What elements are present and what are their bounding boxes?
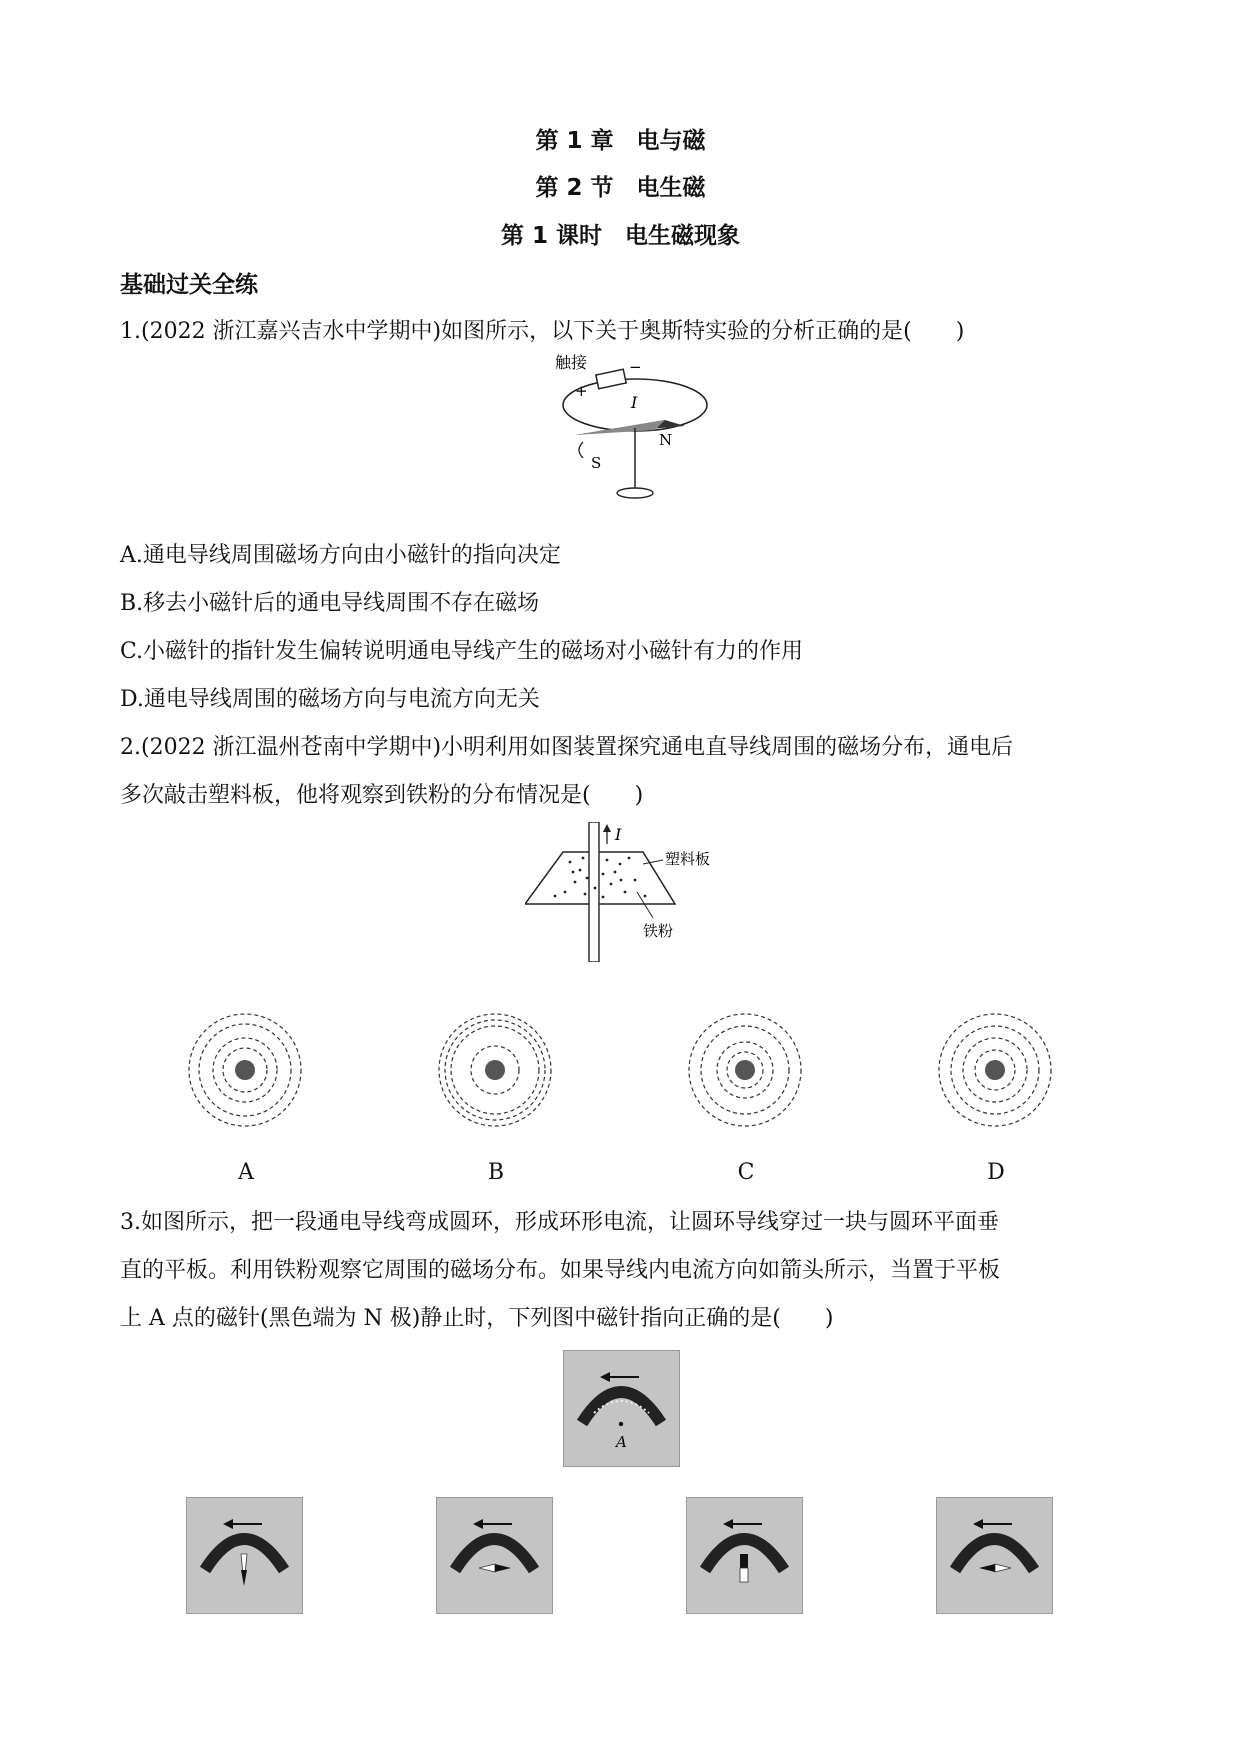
q1-option-b: B.移去小磁针后的通电导线周围不存在磁场 — [120, 591, 540, 616]
minus-label: − — [629, 358, 642, 376]
south-label: S — [591, 454, 602, 472]
q2-option-d-figure — [935, 1010, 1055, 1130]
lesson-title: 第 1 课时 电生磁现象 — [500, 223, 741, 249]
q2-current-label: I — [615, 825, 622, 844]
board-label: 塑料板 — [665, 850, 711, 868]
q3-stem-line-1: 3.如图所示，把一段通电导线弯成圆环，形成环形电流，让圆环导线穿过一块与圆环平面垂 — [120, 1210, 999, 1235]
north-label: N — [659, 431, 673, 449]
q1-option-a: A.通电导线周围磁场方向由小磁针的指向决定 — [120, 543, 561, 568]
plus-label: + — [575, 382, 588, 400]
part-heading: 基础过关全练 — [120, 272, 258, 298]
q3-ring-photo — [563, 1350, 680, 1467]
q1-stem: 1.(2022 浙江嘉兴吉水中学期中)如图所示，以下关于奥斯特实验的分析正确的是( ) — [120, 319, 965, 344]
q2-wire-board-figure — [525, 822, 725, 962]
q2-option-a-label: A — [238, 1160, 254, 1185]
q2-option-a-figure — [185, 1010, 305, 1130]
q2-stem-line-2: 多次敲击塑料板，他将观察到铁粉的分布情况是( ) — [120, 783, 644, 808]
q3-point-a-label: A — [616, 1433, 627, 1451]
q3-stem-line-3: 上 A 点的磁针(黑色端为 N 极)静止时，下列图中磁针指向正确的是( ) — [120, 1306, 834, 1331]
q2-option-d-label: D — [987, 1160, 1005, 1185]
q3-stem-line-2: 直的平板。利用铁粉观察它周围的磁场分布。如果导线内电流方向如箭头所示，当置于平板 — [120, 1258, 1001, 1283]
q2-option-c-figure — [685, 1010, 805, 1130]
current-label: I — [631, 393, 638, 412]
q2-option-c-label: C — [737, 1160, 755, 1185]
q1-oersted-figure — [555, 350, 715, 510]
chapter-title: 第 1 章 电与磁 — [535, 128, 706, 154]
q1-option-c: C.小磁针的指针发生偏转说明通电导线产生的磁场对小磁针有力的作用 — [120, 639, 804, 664]
section-title: 第 2 节 电生磁 — [535, 175, 706, 201]
q2-stem-line-1: 2.(2022 浙江温州苍南中学期中)小明利用如图装置探究通电直导线周围的磁场分布，通电后 — [120, 735, 1014, 760]
iron-label: 铁粉 — [643, 922, 674, 940]
q3-option-b-photo — [436, 1497, 553, 1614]
q1-option-d: D.通电导线周围的磁场方向与电流方向无关 — [120, 687, 540, 712]
q2-option-b-label: B — [487, 1160, 505, 1185]
q2-option-b-figure — [435, 1010, 555, 1130]
q3-option-a-photo — [186, 1497, 303, 1614]
q3-option-d-photo — [936, 1497, 1053, 1614]
touch-label: 触接 — [555, 353, 588, 372]
q3-option-c-photo — [686, 1497, 803, 1614]
